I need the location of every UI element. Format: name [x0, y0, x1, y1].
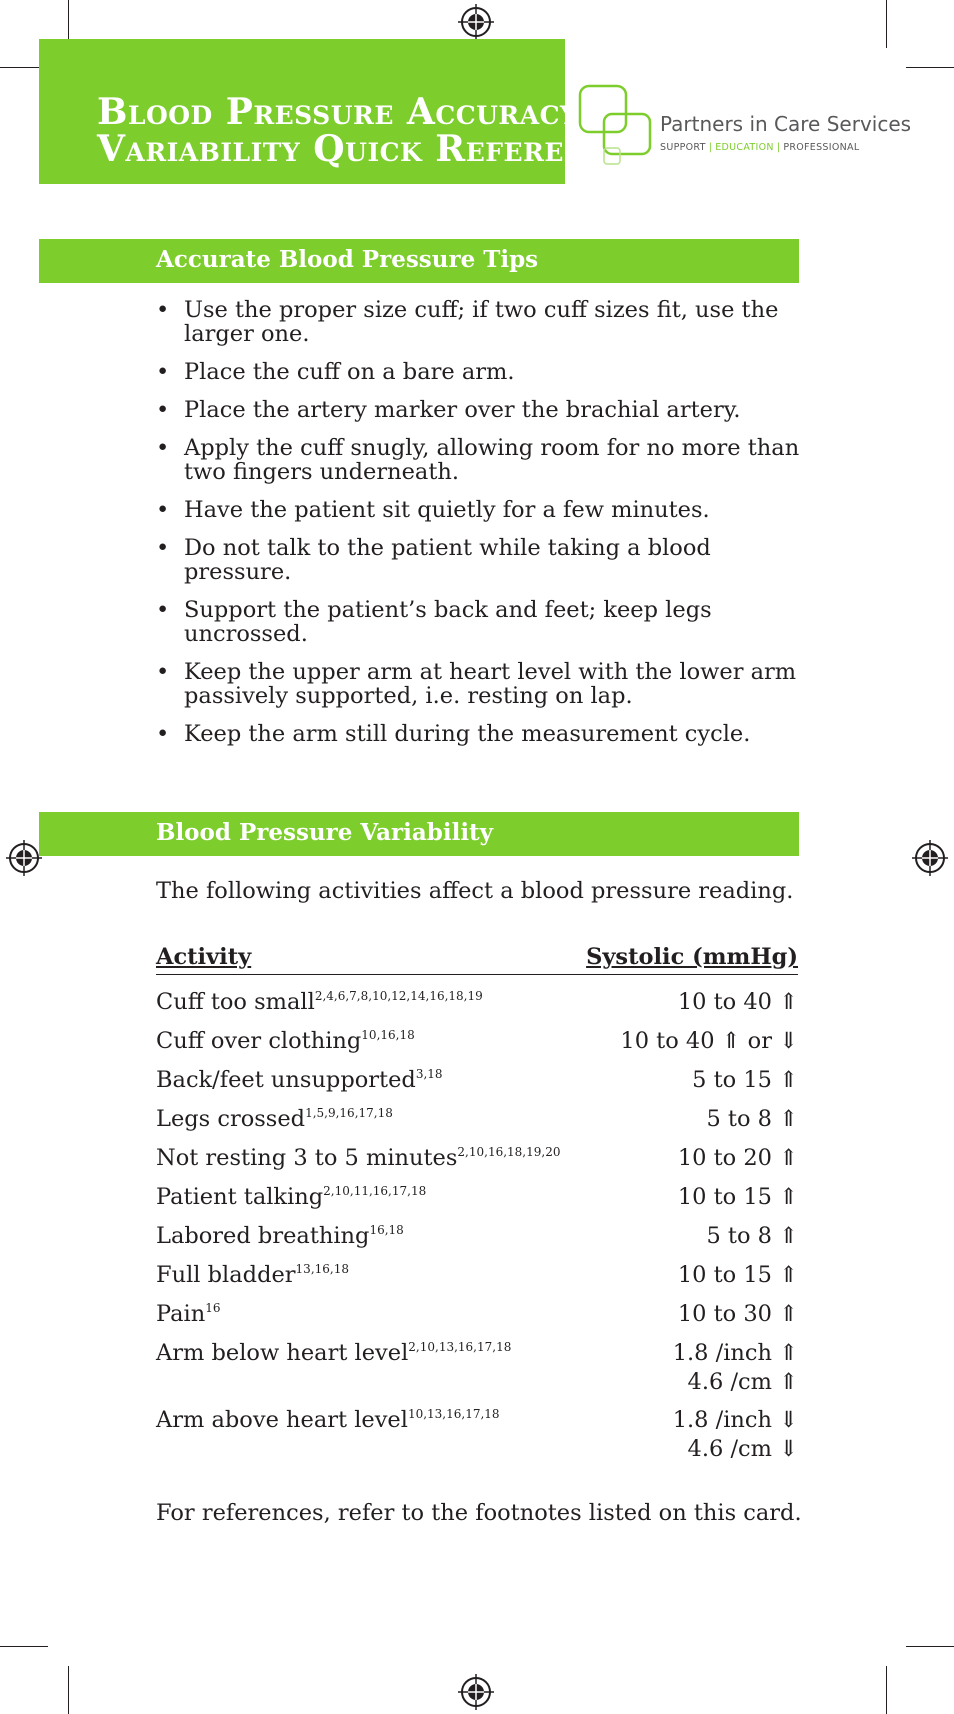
systolic-value: 10 to 30 ⇑ — [677, 1301, 798, 1327]
systolic-value: 10 to 40 ⇑ — [677, 989, 798, 1015]
registration-mark-icon — [458, 4, 494, 40]
page-title-line-2: Variability Quick Reference — [97, 128, 628, 170]
activity-cell — [156, 1183, 426, 1211]
tip-item — [156, 398, 806, 422]
crop-mark — [68, 1666, 69, 1714]
tip-text: Apply the cuff snugly, allowing room for no more than two fingers underneath. — [184, 435, 800, 485]
activity-cell — [156, 1222, 404, 1250]
bullet-icon: • — [156, 535, 170, 561]
section-header-tips — [39, 239, 799, 283]
bullet-icon: • — [156, 597, 170, 623]
activity-cell — [156, 1300, 221, 1328]
reference-superscript: 2,4,6,7,8,10,12,14,16,18,19 — [314, 989, 483, 1003]
activity-cell — [156, 1406, 500, 1434]
logo-name: Partners in Care Services — [660, 112, 912, 136]
systolic-value: 10 to 20 ⇑ — [677, 1145, 798, 1171]
bullet-icon: • — [156, 397, 170, 423]
crop-mark — [0, 1646, 48, 1647]
systolic-value: 5 to 8 ⇑ — [706, 1223, 798, 1249]
table-header — [156, 944, 798, 975]
systolic-cell — [678, 1144, 798, 1173]
tip-text: Place the cuff on a bare arm. — [184, 359, 515, 385]
activity-cell — [156, 1144, 560, 1172]
bullet-icon: • — [156, 297, 170, 323]
activity-cell — [156, 1105, 393, 1133]
column-header-systolic: Systolic (mmHg) — [586, 944, 798, 970]
tip-text: Keep the upper arm at heart level with the lower arm passively supported, i.e. resting on lap. — [184, 659, 797, 709]
activity-name: Arm above heart level — [156, 1407, 408, 1433]
tips-list — [156, 298, 806, 760]
systolic-value: 10 to 15 ⇑ — [677, 1262, 798, 1288]
activity-name: Cuff over clothing — [156, 1028, 362, 1054]
activity-name: Back/feet unsupported — [156, 1067, 416, 1093]
tip-item — [156, 360, 806, 384]
tip-item — [156, 498, 806, 522]
logo-tagline: SUPPORT | EDUCATION | PROFESSIONAL — [660, 142, 860, 153]
activity-name: Pain — [156, 1301, 206, 1327]
reference-superscript: 10,13,16,17,18 — [407, 1407, 500, 1421]
tip-item — [156, 436, 806, 484]
tip-item — [156, 298, 806, 346]
activity-cell — [156, 988, 483, 1016]
bullet-icon: • — [156, 435, 170, 461]
activity-name: Patient talking — [156, 1184, 324, 1210]
variability-intro: The following activities affect a blood pressure reading. — [156, 878, 794, 904]
tip-item — [156, 598, 806, 646]
crop-mark — [886, 0, 887, 48]
reference-superscript: 10,16,18 — [361, 1028, 415, 1042]
crop-mark — [906, 67, 954, 68]
activity-cell — [156, 1339, 511, 1367]
tip-text: Use the proper size cuff; if two cuff sizes fit, use the larger one. — [184, 297, 779, 347]
reference-superscript: 2,10,13,16,17,18 — [408, 1340, 512, 1354]
activity-name: Legs crossed — [156, 1106, 306, 1132]
systolic-cell — [678, 1261, 798, 1290]
page-title-line-1: Blood Pressure Accuracy & — [97, 91, 625, 133]
partners-logo-icon — [578, 84, 654, 168]
footer-note: For references, refer to the footnotes listed on this card. — [156, 1500, 802, 1526]
tip-text: Place the artery marker over the brachial artery. — [184, 397, 741, 423]
registration-mark-icon — [458, 1674, 494, 1710]
title-block — [39, 39, 628, 184]
systolic-value: 10 to 15 ⇑ — [677, 1184, 798, 1210]
activity-cell — [156, 1261, 349, 1289]
activity-name: Arm below heart level — [156, 1340, 409, 1366]
systolic-value: 5 to 15 ⇑ — [692, 1067, 798, 1093]
tip-text: Support the patient’s back and feet; keep legs uncrossed. — [184, 597, 712, 647]
logo-tagline-professional: PROFESSIONAL — [783, 142, 860, 153]
registration-mark-icon — [912, 840, 948, 876]
bullet-icon: • — [156, 659, 170, 685]
systolic-value: 1.8 /inch ⇓ — [672, 1407, 798, 1433]
systolic-cell — [692, 1066, 798, 1095]
systolic-cell — [620, 1027, 798, 1056]
reference-superscript: 3,18 — [415, 1067, 443, 1081]
reference-superscript: 1,5,9,16,17,18 — [305, 1106, 393, 1120]
systolic-value: 5 to 8 ⇑ — [706, 1106, 798, 1132]
systolic-value: 4.6 /cm ⇓ — [687, 1436, 798, 1462]
systolic-cell — [673, 1339, 798, 1397]
crop-mark — [886, 1666, 887, 1714]
bullet-icon: • — [156, 497, 170, 523]
tip-text: Do not talk to the patient while taking a blood pressure. — [184, 535, 711, 585]
section-title-tips: Accurate Blood Pressure Tips — [156, 246, 539, 273]
bullet-icon: • — [156, 359, 170, 385]
activity-name: Labored breathing — [156, 1223, 370, 1249]
tip-text: Keep the arm still during the measurement cycle. — [184, 721, 751, 747]
activity-name: Cuff too small — [156, 989, 315, 1015]
systolic-cell — [678, 988, 798, 1017]
column-header-activity: Activity — [156, 944, 252, 970]
crop-mark — [906, 1646, 954, 1647]
activity-name: Not resting 3 to 5 minutes — [156, 1145, 458, 1171]
systolic-value: 1.8 /inch ⇑ — [672, 1340, 798, 1366]
systolic-cell — [673, 1406, 798, 1464]
reference-superscript: 16,18 — [369, 1223, 404, 1237]
reference-superscript: 13,16,18 — [295, 1262, 349, 1276]
logo-tagline-support: SUPPORT — [660, 142, 706, 153]
reference-superscript: 2,10,11,16,17,18 — [323, 1184, 427, 1198]
tip-item — [156, 660, 806, 708]
reference-superscript: 16 — [205, 1301, 221, 1315]
activity-cell — [156, 1066, 443, 1094]
systolic-cell — [678, 1300, 798, 1329]
registration-mark-icon — [6, 840, 42, 876]
systolic-value: 10 to 40 ⇑ or ⇓ — [620, 1028, 798, 1054]
section-header-variability — [39, 812, 799, 856]
tip-text: Have the patient sit quietly for a few minutes. — [184, 497, 710, 523]
activity-name: Full bladder — [156, 1262, 296, 1288]
bullet-icon: • — [156, 721, 170, 747]
systolic-cell — [706, 1105, 798, 1134]
tip-item — [156, 722, 806, 746]
systolic-cell — [678, 1183, 798, 1212]
systolic-value: 4.6 /cm ⇑ — [687, 1369, 798, 1395]
logo-tagline-education: EDUCATION — [715, 142, 774, 153]
systolic-cell — [706, 1222, 798, 1251]
tip-item — [156, 536, 806, 584]
section-title-variability: Blood Pressure Variability — [156, 819, 494, 846]
reference-superscript: 2,10,16,18,19,20 — [457, 1145, 561, 1159]
activity-cell — [156, 1027, 415, 1055]
